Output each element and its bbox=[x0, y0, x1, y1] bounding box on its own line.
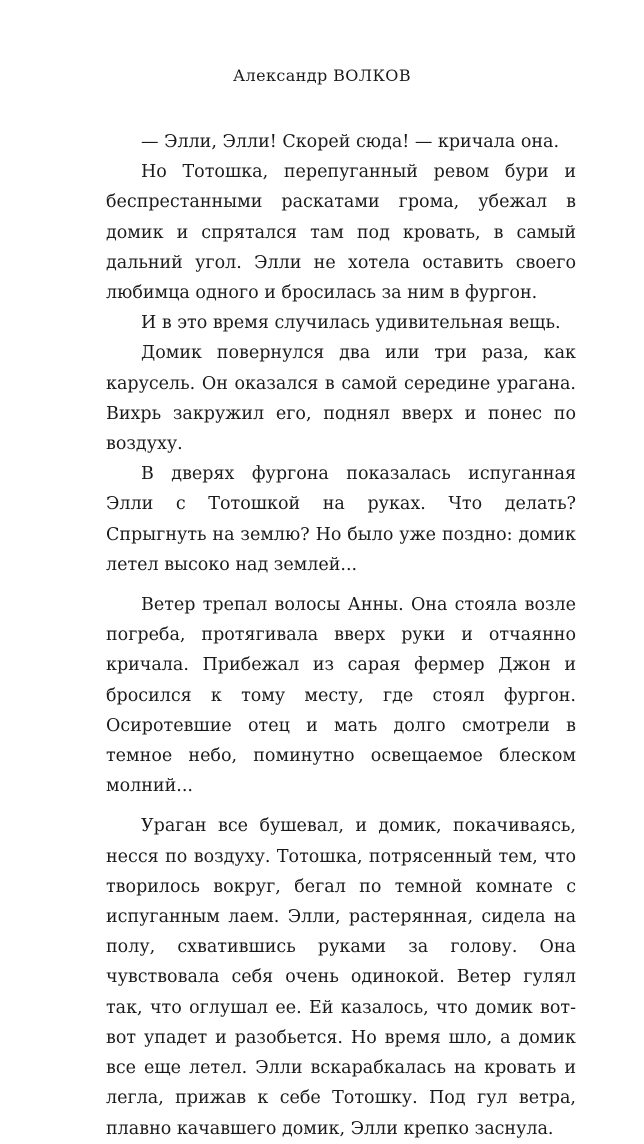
body-text bbox=[106, 127, 576, 1144]
paragraph: Но Тотошка, перепуганный ревом бури и беспрестанными раскатами грома, убежал в домик и спрятался там под кровать, в самый дальний угол. Элли не хотела оставить своего любимца одного и бросилась за ним в фургон. bbox=[106, 162, 576, 304]
paragraph: Домик повернулся два или три раза, как карусель. Он оказался в самой середине урагана. Вихрь закружил его, поднял вверх и понес по воздуху. bbox=[106, 343, 576, 455]
paragraph: Ураган все бушевал, и домик, покачиваясь, несся по воздуху. Тотошка, потрясенный тем, что творилось вокруг, бегал по темной комнате с испуганным лаем. Элли, растерянная, сидела на полу, схватившись руками за голову. Она чувствовала себя очень одинокой. Ветер гулял так, что оглушал ее. Ей казалось, что домик вот-вот упадет и разобьется. Но время шло, а домик все еще летел. Элли вскарабкалась на кровать и легла, прижав к себе Тотошку. Под гул ветра, плавно качавшего домик, Элли крепко заснула. bbox=[106, 816, 576, 1139]
paragraph: — Элли, Элли! Скорей сюда! — кричала она. bbox=[141, 132, 560, 152]
paragraph: И в это время случилась удивительная вещь. bbox=[141, 313, 561, 334]
paragraph: В дверях фургона показалась испуганная Элли с Тотошкой на руках. Что делать? Спрыгнуть на землю? Но было уже поздно: домик летел высоко над землей... bbox=[106, 464, 576, 575]
running-head: Александр ВОЛКОВ bbox=[233, 66, 411, 85]
paragraph: Ветер трепал волосы Анны. Она стояла возле погреба, протягивала вверх руки и отчаянно кричала. Прибежал из сарая фермер Джон и бросился к тому месту, где стоял фургон. Осиротевшие отец и мать долго смотрели в темное небо, поминутно освещаемое блеском молний... bbox=[106, 595, 576, 797]
